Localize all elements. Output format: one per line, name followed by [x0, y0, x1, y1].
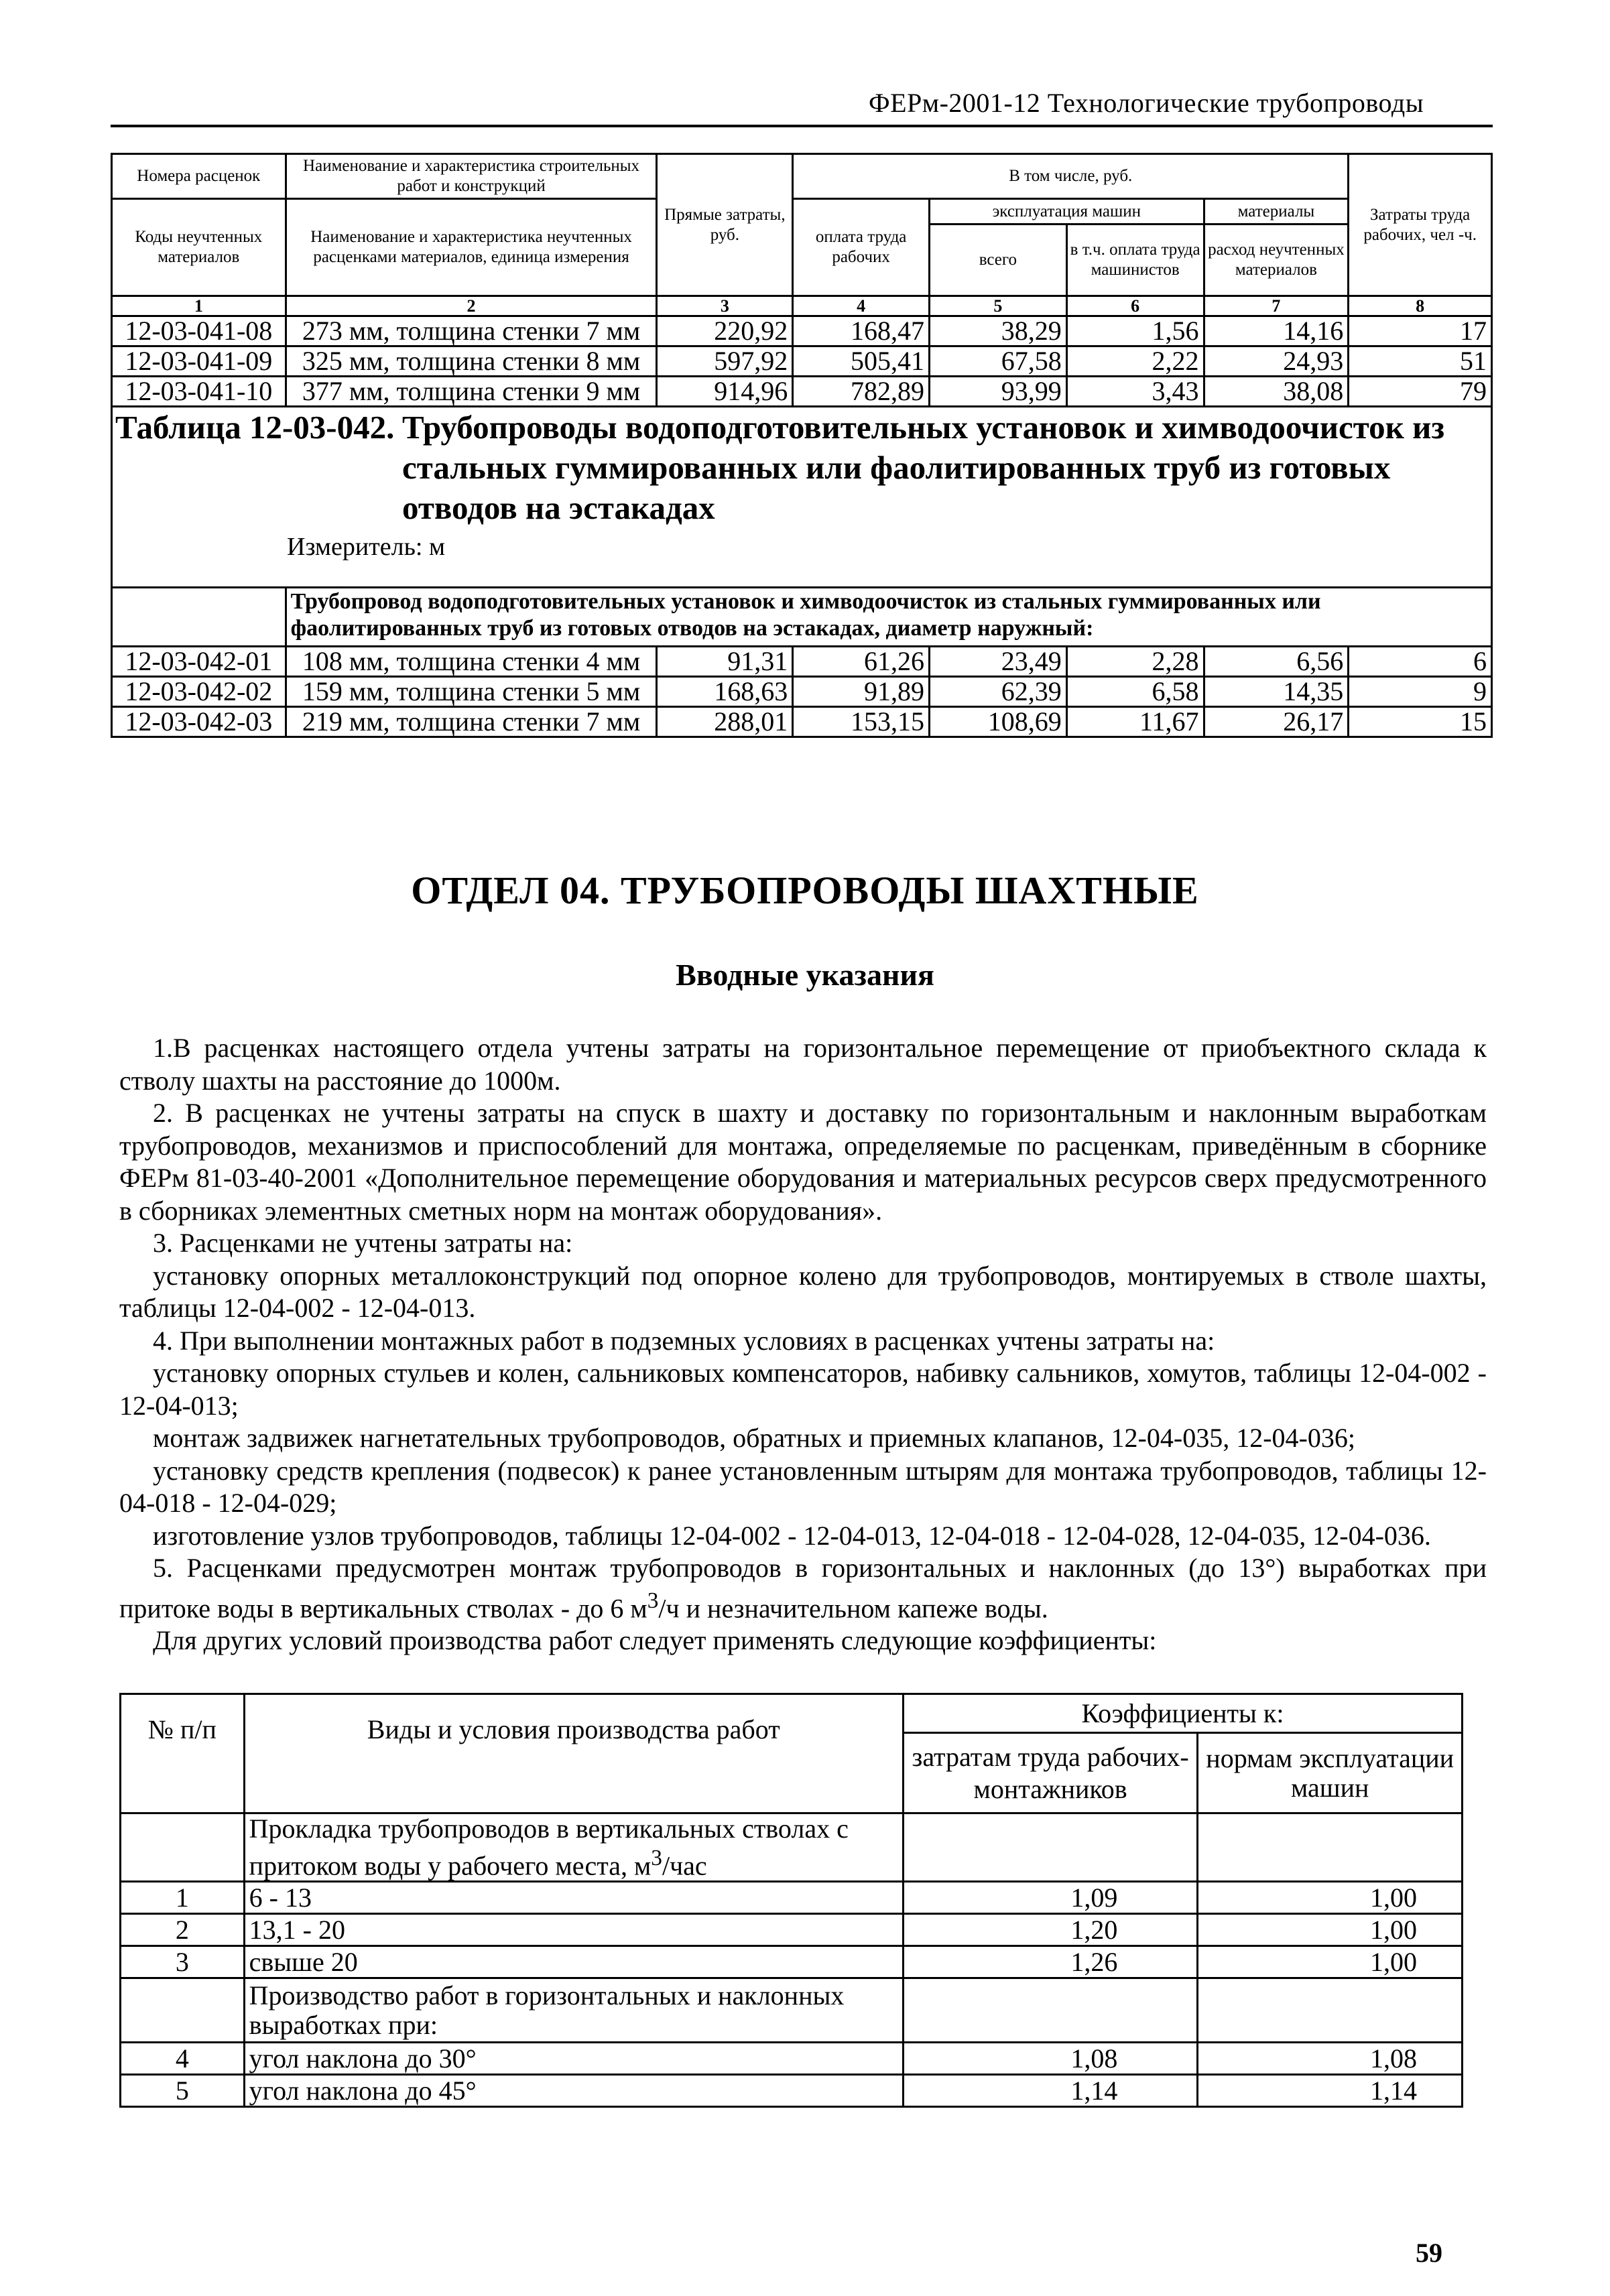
- superscript: 3: [647, 1588, 659, 1613]
- rate-code: 12-03-042-03: [112, 707, 286, 737]
- rate-name: 108 мм, толщина стенки 4 мм: [286, 647, 657, 677]
- labor-coef: 1,08: [903, 2043, 1197, 2075]
- table-row: [121, 2075, 1463, 2107]
- table-row: [121, 1882, 1463, 1914]
- materials: 14,35: [1204, 677, 1349, 707]
- rate-code: 12-03-041-09: [112, 346, 286, 377]
- labor-hours: 9: [1349, 677, 1492, 707]
- page-number: 59: [1416, 2238, 1442, 2268]
- machines-total: 62,39: [930, 677, 1067, 707]
- materials: 24,93: [1204, 346, 1349, 377]
- col-number: 1: [112, 296, 286, 316]
- table-row: [112, 677, 1492, 707]
- labor-pay: 91,89: [793, 677, 930, 707]
- machines-pay: 3,43: [1066, 377, 1204, 407]
- paragraph: 1.В расценках настоящего отдела учтены затраты на горизонтальное перемещение от приобъектного склада к стволу шахты на расстояние до 1000м.: [119, 1033, 1487, 1096]
- group-blank: [121, 1813, 245, 1882]
- table-row: [112, 316, 1492, 346]
- paragraph: Для других условий производства работ следует применять следующие коэффициенты:: [153, 1625, 1157, 1656]
- table-row: [121, 1946, 1463, 1978]
- table-row: [121, 2043, 1463, 2075]
- header-materials-use: расход неучтенных материалов: [1204, 225, 1349, 296]
- labor-coef: 1,14: [903, 2075, 1197, 2107]
- labor-pay: 782,89: [793, 377, 930, 407]
- paragraph: 2. В расценках не учтены затраты на спуск в шахту и доставку по горизонтальным и наклонным выработкам трубопроводов, механизмов и приспособлений для монтажа, определяемые по расценкам, приведённым в сборнике ФЕРм 81-03-40-2001 «Дополнительное перемещение оборудования и материальных ресурсов сверх предусмотренного в сборниках элементных сметных норм на монтаж оборудования».: [119, 1098, 1487, 1226]
- col-number: 7: [1204, 296, 1349, 316]
- machines-coef: 1,00: [1198, 1882, 1463, 1914]
- rate-name: 325 мм, толщина стенки 8 мм: [286, 346, 657, 377]
- header-labor-pay: оплата труда рабочих: [793, 199, 930, 296]
- machines-coef: 1,00: [1198, 1914, 1463, 1946]
- header-col1-top: Номера расценок: [112, 154, 286, 199]
- group-heading: Производство работ в горизонтальных и наклонных выработках при:: [244, 1978, 903, 2043]
- row-number: 2: [121, 1914, 245, 1946]
- table-row: [121, 1914, 1463, 1946]
- machines-total: 93,99: [930, 377, 1067, 407]
- header-col2-top: Наименование и характеристика строительных работ и конструкций: [286, 154, 657, 199]
- paragraph: установку опорных стульев и колен, сальниковых компенсаторов, набивку сальников, хомутов, таблицы 12-04-002 - 12-04-013;: [119, 1358, 1487, 1421]
- paragraph: монтаж задвижек нагнетательных трубопроводов, обратных и приемных клапанов, 12-04-035, 12-04-036;: [153, 1423, 1355, 1453]
- rate-name: 219 мм, толщина стенки 7 мм: [286, 707, 657, 737]
- labor-pay: 61,26: [793, 647, 930, 677]
- labor-pay: 168,47: [793, 316, 930, 346]
- direct-cost: 914,96: [657, 377, 793, 407]
- machines-pay: 2,22: [1066, 346, 1204, 377]
- machines-total: 38,29: [930, 316, 1067, 346]
- table-row: [112, 647, 1492, 677]
- rate-code: 12-03-042-01: [112, 647, 286, 677]
- labor-hours: 6: [1349, 647, 1492, 677]
- header-coef: Коэффициенты к:: [903, 1694, 1462, 1733]
- header-materials: материалы: [1204, 199, 1349, 225]
- row-kind: угол наклона до 30°: [244, 2043, 903, 2075]
- table-label: Таблица 12-03-042.: [115, 409, 395, 446]
- col-number: 8: [1349, 296, 1492, 316]
- group-blank: [1198, 1978, 1463, 2043]
- paragraph: установку опорных металлоконструкций под опорное колено для трубопроводов, монтируемых в стволе шахты, таблицы 12-04-002 - 12-04-013.: [119, 1260, 1487, 1323]
- measure-unit: Измеритель: м: [287, 533, 446, 561]
- header-labor-coef: затратам труда рабочих-монтажников: [903, 1733, 1197, 1813]
- materials: 14,16: [1204, 316, 1349, 346]
- machines-pay: 6,58: [1066, 677, 1204, 707]
- coefficients-table: [119, 1693, 1463, 2108]
- header-rule: [111, 125, 1493, 127]
- machines-coef: 1,00: [1198, 1946, 1463, 1978]
- labor-pay: 153,15: [793, 707, 930, 737]
- group-heading-end: /час: [662, 1850, 707, 1881]
- row-number: 3: [121, 1946, 245, 1978]
- header-kind: Виды и условия производства работ: [244, 1694, 903, 1813]
- group-heading: [244, 1813, 903, 1882]
- header-direct-costs: Прямые затраты, руб.: [657, 154, 793, 296]
- machines-pay: 11,67: [1066, 707, 1204, 737]
- group-blank: [1198, 1813, 1463, 1882]
- row-number: 5: [121, 2075, 245, 2107]
- table-description: Трубопровод водоподготовительных установок и химводоочисток из стальных гуммированных или фаолитированных труб из готовых отводов на эстакадах, диаметр наружный:: [286, 588, 1491, 647]
- rate-code: 12-03-041-10: [112, 377, 286, 407]
- labor-coef: 1,20: [903, 1914, 1197, 1946]
- rates-table: [111, 153, 1493, 738]
- machines-coef: 1,08: [1198, 2043, 1463, 2075]
- machines-total: 108,69: [930, 707, 1067, 737]
- page-header-title: ФЕРм-2001-12 Технологические трубопроводы: [869, 88, 1424, 118]
- section-title: ОТДЕЛ 04. ТРУБОПРОВОДЫ ШАХТНЫЕ: [411, 869, 1199, 912]
- labor-coef: 1,26: [903, 1946, 1197, 1978]
- paragraph-5-start: 5. Расценками предусмотрен монтаж трубопроводов в горизонтальных и наклонных (до 13°) выработках при притоке воды в вертикальных стволах - до 6 м: [119, 1553, 1487, 1623]
- header-num: № п/п: [121, 1694, 245, 1813]
- labor-hours: 79: [1349, 377, 1492, 407]
- table-title-block: [112, 407, 1492, 588]
- machines-total: 23,49: [930, 647, 1067, 677]
- col-number: 2: [286, 296, 657, 316]
- rate-code: 12-03-041-08: [112, 316, 286, 346]
- col-number: 3: [657, 296, 793, 316]
- row-kind: угол наклона до 45°: [244, 2075, 903, 2107]
- rate-name: 159 мм, толщина стенки 5 мм: [286, 677, 657, 707]
- labor-hours: 17: [1349, 316, 1492, 346]
- group-heading-start: Прокладка трубопроводов в вертикальных стволах с притоком воды у рабочего места, м: [249, 1813, 849, 1881]
- header-col1-bottom: Коды неучтенных материалов: [112, 199, 286, 296]
- rate-code: 12-03-042-02: [112, 677, 286, 707]
- direct-cost: 91,31: [657, 647, 793, 677]
- rate-name: 273 мм, толщина стенки 7 мм: [286, 316, 657, 346]
- intro-heading: Вводные указания: [676, 958, 934, 992]
- superscript: 3: [651, 1846, 662, 1870]
- paragraph: установку средств крепления (подвесок) к ранее установленным штырям для монтажа трубопроводов, таблицы 12-04-018 - 12-04-029;: [119, 1455, 1487, 1518]
- paragraph-5-end: /ч и незначительном капеже воды.: [658, 1592, 1048, 1623]
- desc-blank: [112, 588, 286, 647]
- labor-pay: 505,41: [793, 346, 930, 377]
- paragraph: изготовление узлов трубопроводов, таблицы 12-04-002 - 12-04-013, 12-04-018 - 12-04-028, 12-04-035, 12-04-036.: [153, 1520, 1431, 1551]
- table-row: [112, 346, 1492, 377]
- rate-name: 377 мм, толщина стенки 9 мм: [286, 377, 657, 407]
- col-number: 5: [930, 296, 1067, 316]
- materials: 26,17: [1204, 707, 1349, 737]
- paragraph: [119, 1552, 1487, 1624]
- group-blank: [903, 1978, 1197, 2043]
- row-kind: свыше 20: [244, 1946, 903, 1978]
- direct-cost: 168,63: [657, 677, 793, 707]
- machines-coef: 1,14: [1198, 2075, 1463, 2107]
- paragraph: 3. Расценками не учтены затраты на:: [153, 1228, 573, 1258]
- col-number: 4: [793, 296, 930, 316]
- direct-cost: 220,92: [657, 316, 793, 346]
- direct-cost: 597,92: [657, 346, 793, 377]
- intro-body: [119, 1032, 1487, 1657]
- header-machines-coef: нормам эксплуатации машин: [1198, 1733, 1463, 1813]
- row-number: 4: [121, 2043, 245, 2075]
- table-row: [112, 377, 1492, 407]
- materials: 6,56: [1204, 647, 1349, 677]
- labor-coef: 1,09: [903, 1882, 1197, 1914]
- table-row: [112, 707, 1492, 737]
- header-machines-total: всего: [930, 225, 1067, 296]
- row-kind: 13,1 - 20: [244, 1914, 903, 1946]
- group-blank: [903, 1813, 1197, 1882]
- group-blank: [121, 1978, 245, 2043]
- paragraph: 4. При выполнении монтажных работ в подземных условиях в расценках учтены затраты на:: [153, 1325, 1215, 1356]
- table-title-text: Трубопроводы водоподготовительных установок и химводоочисток из стальных гуммированных или фаолитированных труб из готовых отводов на эстакадах: [402, 409, 1445, 526]
- labor-hours: 51: [1349, 346, 1492, 377]
- machines-pay: 1,56: [1066, 316, 1204, 346]
- header-labor: Затраты труда рабочих, чел -ч.: [1349, 154, 1492, 296]
- machines-pay: 2,28: [1066, 647, 1204, 677]
- header-col2-bottom: Наименование и характеристика неучтенных расценками материалов, единица измерения: [286, 199, 657, 296]
- materials: 38,08: [1204, 377, 1349, 407]
- machines-total: 67,58: [930, 346, 1067, 377]
- col-number: 6: [1066, 296, 1204, 316]
- row-kind: 6 - 13: [244, 1882, 903, 1914]
- labor-hours: 15: [1349, 707, 1492, 737]
- header-machines-pay: в т.ч. оплата труда машинистов: [1066, 225, 1204, 296]
- row-number: 1: [121, 1882, 245, 1914]
- header-machines: эксплуатация машин: [930, 199, 1204, 225]
- header-incl: В том числе, руб.: [793, 154, 1349, 199]
- direct-cost: 288,01: [657, 707, 793, 737]
